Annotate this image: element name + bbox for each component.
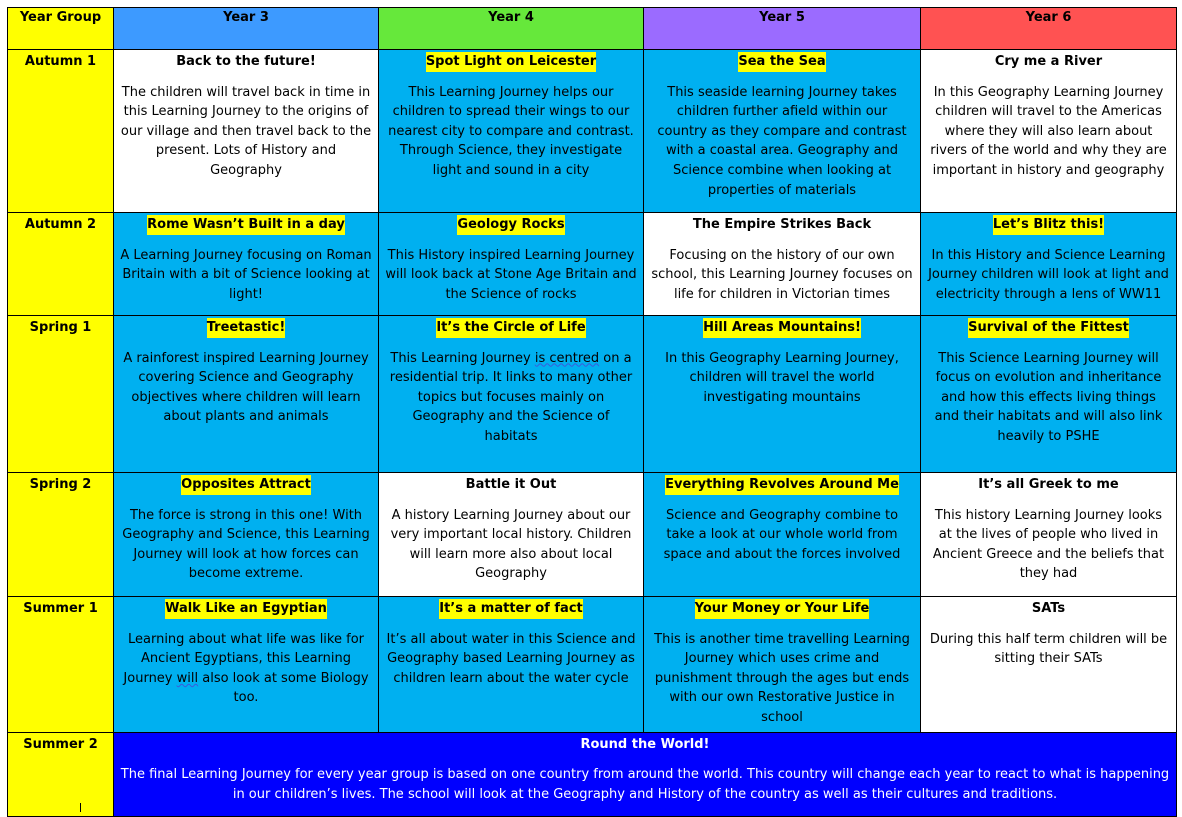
journey-description: This history Learning Journey looks at the lives of people who lived in Ancient Greece and the beliefs that they had	[932, 507, 1165, 582]
journey-title: Treetastic!	[207, 318, 286, 338]
header-year-6: Year 6	[921, 8, 1177, 50]
journey-title: Geology Rocks	[457, 215, 564, 235]
page-edge-mark	[80, 803, 81, 812]
journey-description: This seaside learning Journey takes children further afield within our country as they compare and contrast with a coastal area. Geography and Science combine when looking at properties of materials	[657, 84, 907, 198]
journey-description: During this half term children will be sitting their SATs	[929, 631, 1168, 667]
journey-title: It’s a matter of fact	[439, 599, 583, 619]
journey-description: This Learning Journey is centred on a residential trip. It links to many other topics but focuses mainly on Geography and the Science of habitats	[389, 350, 633, 444]
journey-description: Focusing on the history of our own school, this Learning Journey focuses on life for children in Victorian times	[651, 247, 913, 302]
cell-summer1-year5	[644, 597, 921, 733]
cell-spring2-year6	[921, 473, 1177, 597]
journey-description: In this History and Science Learning Journey children will look at light and electricity through a lens of WW11	[928, 247, 1169, 302]
journey-description: This Learning Journey helps our children to spread their wings to our nearest city to compare and contrast. Through Science, they investigate light and sound in a city	[388, 84, 634, 178]
cell-autumn1-year4	[379, 50, 644, 213]
journey-description: A history Learning Journey about our very important local history. Children will learn more also about local Geography	[390, 507, 632, 582]
journey-title: Battle it Out	[465, 477, 557, 492]
row-summer-2	[8, 732, 1177, 816]
journey-description: This is another time travelling Learning Journey which uses crime and punishment through the ages but ends with our own Restorative Justice in school	[654, 631, 910, 725]
cell-autumn1-year5	[644, 50, 921, 213]
row-spring-1	[8, 316, 1177, 473]
term-label: Autumn 1	[8, 50, 114, 213]
journey-title: It’s the Circle of Life	[436, 318, 585, 338]
cell-autumn2-year5	[644, 213, 921, 316]
journey-description: In this Geography Learning Journey, children will travel the world investigating mountains	[665, 350, 899, 405]
cell-summer1-year6	[921, 597, 1177, 733]
cell-spring1-year6	[921, 316, 1177, 473]
header-row	[8, 8, 1177, 50]
journey-title: Everything Revolves Around Me	[665, 475, 899, 495]
term-label: Spring 1	[8, 316, 114, 473]
term-label: Summer 2	[8, 732, 114, 816]
cell-spring2-year4	[379, 473, 644, 597]
journey-description: In this Geography Learning Journey children will travel to the Americas where they will also learn about rivers of the world and why they are important in history and geography	[930, 84, 1167, 178]
journey-title: It’s all Greek to me	[978, 477, 1119, 492]
journey-title: Sea the Sea	[738, 52, 825, 72]
journey-title: Let’s Blitz this!	[993, 215, 1104, 235]
header-year-group: Year Group	[8, 8, 114, 50]
term-label: Autumn 2	[8, 213, 114, 316]
journey-description: Science and Geography combine to take a look at our whole world from space and about the forces involved	[663, 507, 901, 562]
cell-summer1-year3	[114, 597, 379, 733]
term-label: Spring 2	[8, 473, 114, 597]
journey-description: This History inspired Learning Journey will look back at Stone Age Britain and the Science of rocks	[385, 247, 637, 302]
journey-description: A rainforest inspired Learning Journey covering Science and Geography objectives where children will learn about plants and animals	[123, 350, 369, 425]
cell-autumn2-year6	[921, 213, 1177, 316]
journey-title: Cry me a River	[994, 54, 1103, 69]
header-year-4: Year 4	[379, 8, 644, 50]
journey-title: Opposites Attract	[181, 475, 311, 495]
journey-title: Spot Light on Leicester	[426, 52, 596, 72]
journey-title: Round the World!	[580, 736, 710, 752]
journey-description: It’s all about water in this Science and Geography based Learning Journey as children learn about the water cycle	[386, 631, 636, 686]
journey-description: The force is strong in this one! With Geography and Science, this Learning Journey will look at how forces can become extreme.	[122, 507, 370, 582]
row-summer-1	[8, 597, 1177, 733]
header-year-5: Year 5	[644, 8, 921, 50]
cell-spring1-year3	[114, 316, 379, 473]
cell-summer2-all-years	[114, 732, 1177, 816]
journey-description: A Learning Journey focusing on Roman Britain with a bit of Science looking at light!	[120, 247, 372, 302]
journey-title: Rome Wasn’t Built in a day	[147, 215, 345, 235]
cell-autumn1-year6	[921, 50, 1177, 213]
cell-spring1-year4	[379, 316, 644, 473]
term-label: Summer 1	[8, 597, 114, 733]
row-spring-2	[8, 473, 1177, 597]
journey-title: Your Money or Your Life	[695, 599, 870, 619]
journey-title: Back to the future!	[176, 54, 316, 69]
learning-journey-table	[7, 7, 1177, 817]
cell-autumn2-year4	[379, 213, 644, 316]
header-year-3: Year 3	[114, 8, 379, 50]
row-autumn-1	[8, 50, 1177, 213]
journey-description: This Science Learning Journey will focus on evolution and inheritance and how this effects living things and their habitats and will also link heavily to PSHE	[934, 350, 1163, 444]
journey-title: Survival of the Fittest	[968, 318, 1129, 338]
journey-title: SATs	[1031, 601, 1066, 616]
journey-description: The final Learning Journey for every year group is based on one country from around the world. This country will change each year to react to what is happening in our children’s lives. The school will look at the Geography and History of the country as well as their cultures and traditions.	[120, 767, 1170, 802]
cell-summer1-year4	[379, 597, 644, 733]
journey-title: The Empire Strikes Back	[692, 217, 872, 232]
row-autumn-2	[8, 213, 1177, 316]
cell-spring2-year5	[644, 473, 921, 597]
cell-spring1-year5	[644, 316, 921, 473]
journey-title: Walk Like an Egyptian	[165, 599, 327, 619]
journey-description: Learning about what life was like for Ancient Egyptians, this Learning Journey will also look at some Biology too.	[123, 631, 369, 706]
cell-autumn1-year3	[114, 50, 379, 213]
cell-autumn2-year3	[114, 213, 379, 316]
cell-spring2-year3	[114, 473, 379, 597]
journey-description: The children will travel back in time in this Learning Journey to the origins of our village and then travel back to the present. Lots of History and Geography	[120, 84, 372, 178]
journey-title: Hill Areas Mountains!	[703, 318, 861, 338]
